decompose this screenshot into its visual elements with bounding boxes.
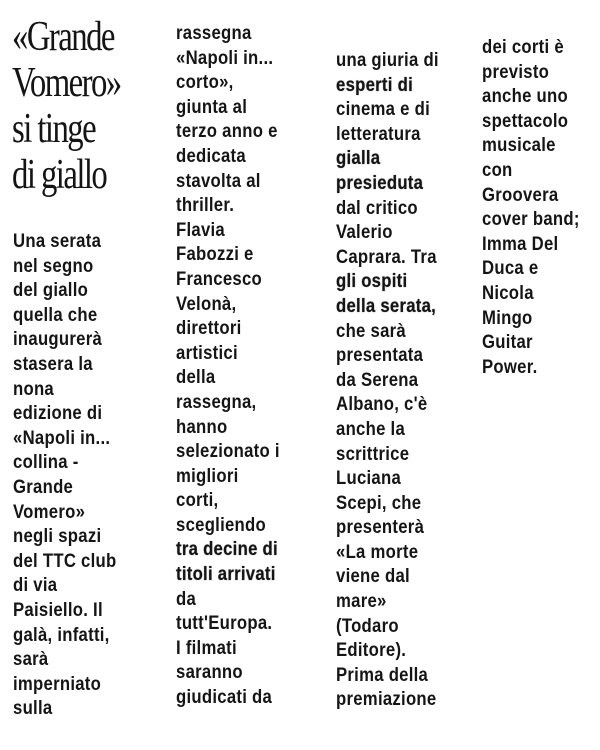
text-line: spettacolo xyxy=(482,110,569,132)
text-line: giunta al xyxy=(176,96,248,118)
text-line: imperniato xyxy=(13,673,102,695)
text-line: musicale xyxy=(482,135,556,157)
text-line: terzo anno e xyxy=(176,121,278,143)
text-line: Duca e xyxy=(482,258,539,280)
text-line: gli ospiti xyxy=(336,271,408,293)
text-line: edizione di xyxy=(13,403,103,425)
text-line: esperti di xyxy=(336,74,413,96)
text-line: Editore). xyxy=(336,640,407,662)
text-line: negli spazi xyxy=(13,526,102,548)
text-line: corti, xyxy=(176,490,219,512)
text-line: Paisiello. Il xyxy=(13,599,103,621)
text-line: cinema e di xyxy=(336,99,430,121)
text-line: sulla xyxy=(13,698,53,720)
text-line: con xyxy=(482,159,513,181)
text-line: che sarà xyxy=(336,320,406,342)
text-line: hanno xyxy=(176,416,228,438)
text-line: Prima della xyxy=(336,664,429,686)
text-line: Imma Del xyxy=(482,233,559,255)
text-line: Nicola xyxy=(482,282,534,304)
text-column-2 xyxy=(176,22,280,711)
text-line: corto», xyxy=(176,72,234,94)
text-line: rassegna, xyxy=(176,391,257,413)
text-line: rassegna xyxy=(176,23,252,44)
text-line: migliori xyxy=(176,465,239,487)
text-line: da Serena xyxy=(336,369,419,391)
text-line: Valerio xyxy=(336,222,393,244)
text-line: della serata, xyxy=(336,295,437,317)
text-line: nona xyxy=(13,378,55,400)
text-line: Francesco xyxy=(176,268,263,290)
text-line: Power. xyxy=(482,356,538,378)
text-line: quella che xyxy=(13,304,98,326)
text-line: stasera la xyxy=(13,353,93,375)
headline xyxy=(12,14,121,198)
text-line: Groovera xyxy=(482,184,559,206)
text-line: letteratura xyxy=(336,123,421,145)
text-line: cover band; xyxy=(482,209,580,231)
text-line: anche uno xyxy=(482,86,568,108)
text-line: Velonà, xyxy=(176,293,237,315)
text-line: Mingo xyxy=(482,307,533,329)
text-line: presieduta xyxy=(336,172,424,194)
text-line: collina - xyxy=(13,452,79,474)
text-line: selezionato i xyxy=(176,441,280,463)
text-line: «Napoli in... xyxy=(13,427,111,449)
text-column-3 xyxy=(336,49,439,713)
text-line: Flavia xyxy=(176,219,225,241)
text-line: dal critico xyxy=(336,197,418,219)
headline-line: Vomero» xyxy=(12,60,121,106)
text-line: Guitar xyxy=(482,332,533,354)
text-line: (Todaro xyxy=(336,615,399,637)
text-line: direttori xyxy=(176,318,242,340)
text-line: presenterà xyxy=(336,517,425,539)
text-line: del giallo xyxy=(13,280,89,302)
text-line: anche la xyxy=(336,418,406,440)
text-line: «La morte xyxy=(336,541,419,563)
text-line: tra decine di xyxy=(176,539,278,561)
text-line: stavolta al xyxy=(176,170,261,192)
text-line: scrittrice xyxy=(336,443,410,465)
text-line: titoli arrivati xyxy=(176,564,276,586)
text-line: Fabozzi e xyxy=(176,244,254,266)
text-line: nel segno xyxy=(13,255,94,277)
text-line: dedicata xyxy=(176,145,246,167)
text-line: Una serata xyxy=(13,231,102,252)
text-line: scegliendo xyxy=(176,514,266,536)
text-line: una giuria di xyxy=(336,50,439,71)
text-line: sarà xyxy=(13,649,49,671)
text-line: artistici xyxy=(176,342,238,364)
text-line: thriller. xyxy=(176,195,235,217)
text-line: saranno xyxy=(176,662,243,684)
text-line: I filmati xyxy=(176,637,237,659)
text-line: Vomero» xyxy=(13,501,86,523)
text-line: della xyxy=(176,367,216,389)
text-line: viene dal xyxy=(336,566,410,588)
headline-line: di giallo xyxy=(12,152,107,198)
text-line: del TTC club xyxy=(13,550,117,572)
text-line: previsto xyxy=(482,61,550,83)
text-line: gialla xyxy=(336,148,381,170)
text-line: galà, infatti, xyxy=(13,624,110,646)
text-line: tutt'Europa. xyxy=(176,613,273,635)
text-line: da xyxy=(176,588,197,610)
text-column-4 xyxy=(482,36,580,380)
text-line: presentata xyxy=(336,345,424,367)
text-line: Albano, c'è xyxy=(336,394,428,416)
text-line: Luciana xyxy=(336,468,402,490)
text-line: mare» xyxy=(336,591,387,613)
text-line: «Napoli in... xyxy=(176,47,274,69)
text-line: Caprara. Tra xyxy=(336,246,437,268)
text-line: inaugurerà xyxy=(13,329,103,351)
text-line: di via xyxy=(13,575,58,597)
headline-line: «Grande xyxy=(12,14,114,60)
text-line: Grande xyxy=(13,476,74,498)
text-line: Scepi, che xyxy=(336,492,422,514)
headline-line: si tinge xyxy=(12,106,96,152)
text-column-1 xyxy=(13,230,116,722)
text-line: premiazione xyxy=(336,689,437,711)
text-line: dei corti è xyxy=(482,37,564,58)
text-line: giudicati da xyxy=(176,687,273,709)
